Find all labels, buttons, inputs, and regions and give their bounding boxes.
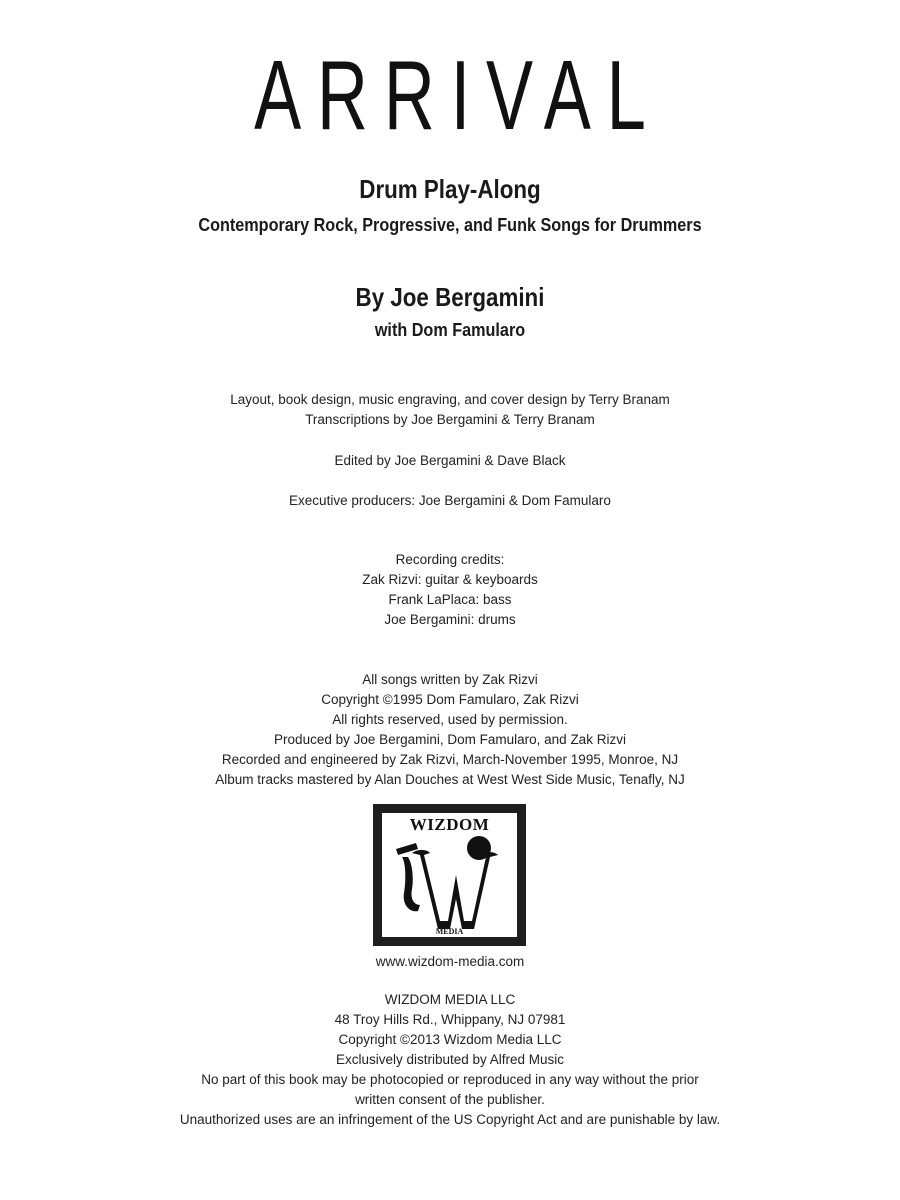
publisher-line: 48 Troy Hills Rd., Whippany, NJ 07981 (334, 1012, 566, 1027)
book-title: ARRIVAL (254, 40, 662, 150)
publisher-line: WIZDOM MEDIA LLC (384, 992, 516, 1007)
recording-credits (0, 550, 900, 630)
credit-line: Recording credits: (395, 552, 505, 567)
logo-panel (382, 813, 517, 937)
credit-line: Edited by Joe Bergamini & Dave Black (334, 453, 566, 468)
coauthor-line: with Dom Famularo (374, 320, 526, 340)
logo-wordmark: WIZDOM (409, 815, 490, 834)
wizdom-media-logo (373, 804, 526, 946)
credit-line: Joe Bergamini: drums (384, 612, 516, 627)
publisher-line: No part of this book may be photocopied or reproduced in any way without the prior (201, 1072, 699, 1087)
credit-line: Layout, book design, music engraving, and cover design by Terry Branam (230, 392, 670, 407)
design-credits (0, 390, 900, 430)
credit-line: Zak Rizvi: guitar & keyboards (362, 572, 538, 587)
credit-line: Transcriptions by Joe Bergamini & Terry Branam (305, 412, 595, 427)
credit-line: Album tracks mastered by Alan Douches at West West Side Music, Tenafly, NJ (215, 772, 685, 787)
songs-credits (0, 670, 900, 790)
publisher-line: Exclusively distributed by Alfred Music (335, 1052, 565, 1067)
credit-line: Copyright ©1995 Dom Famularo, Zak Rizvi (321, 692, 579, 707)
website-url[interactable]: www.wizdom-media.com (375, 954, 525, 969)
publisher-info (0, 990, 900, 1130)
logo-media-text: MEDIA (435, 927, 464, 936)
publisher-line: written consent of the publisher. (355, 1092, 545, 1107)
publisher-line: Copyright ©2013 Wizdom Media LLC (338, 1032, 562, 1047)
credit-line: All rights reserved, used by permission. (332, 712, 568, 727)
author-line: By Joe Bergamini (355, 282, 545, 312)
credit-line: All songs written by Zak Rizvi (362, 672, 538, 687)
credit-line: Executive producers: Joe Bergamini & Dom Famularo (289, 493, 611, 508)
book-subtitle: Drum Play-Along (359, 174, 541, 204)
credit-line: Frank LaPlaca: bass (388, 592, 512, 607)
executive-credit (0, 491, 900, 511)
credit-line: Produced by Joe Bergamini, Dom Famularo, and Zak Rizvi (274, 732, 626, 747)
book-tagline: Contemporary Rock, Progressive, and Funk Songs for Drummers (198, 215, 702, 235)
edited-credit (0, 451, 900, 471)
credit-line: Recorded and engineered by Zak Rizvi, March-November 1995, Monroe, NJ (221, 752, 679, 767)
publisher-line: Unauthorized uses are an infringement of the US Copyright Act and are punishable by law. (179, 1112, 721, 1127)
